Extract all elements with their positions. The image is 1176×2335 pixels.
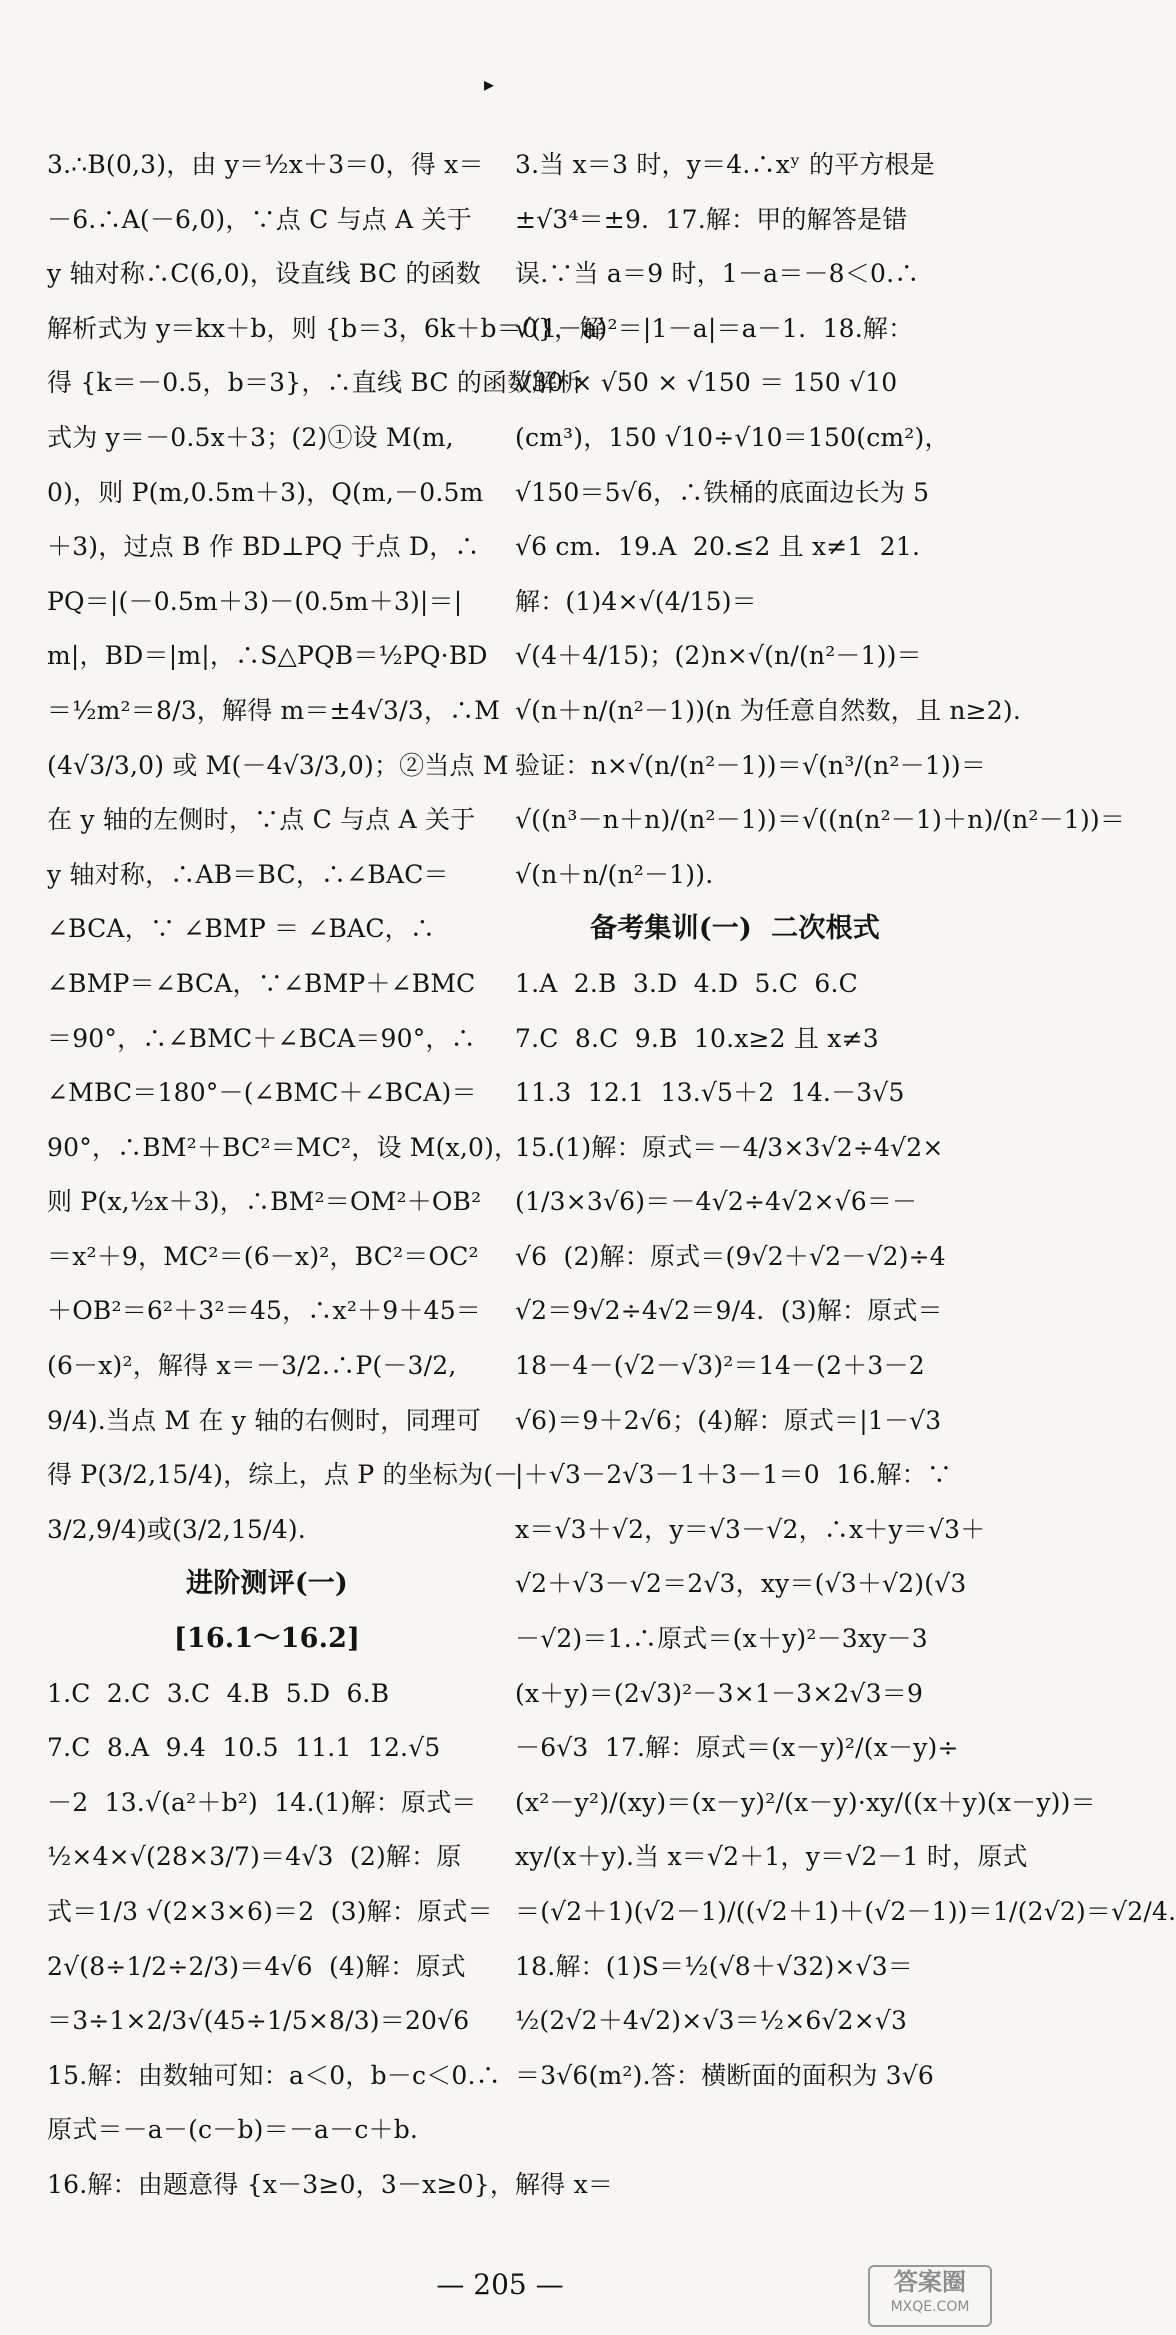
text-line: (4√3/3,0) 或 M(－4√3/3,0)；②当点 M bbox=[47, 750, 509, 780]
text-line: 1.C 2.C 3.C 4.B 5.D 6.B bbox=[47, 1678, 390, 1708]
text-line: |＋√3－2√3－1＋3－1＝0 16.解：∵ bbox=[515, 1460, 953, 1490]
text-line: 误.∵当 a＝9 时，1－a＝－8＜0.∴ bbox=[515, 259, 920, 289]
text-line: ＝(√2＋1)(√2－1)/((√2＋1)＋(√2－1))＝1/(2√2)＝√2/4. bbox=[515, 1897, 1176, 1926]
text-line: (1/3×3√6)＝－4√2÷4√2×√6＝－ bbox=[515, 1187, 918, 1217]
text-line: ＋OB²＝6²＋3²＝45，∴x²＋9＋45＝ bbox=[47, 1296, 481, 1326]
text-line: √6)＝9＋2√6；(4)解：原式＝|1－√3 bbox=[515, 1405, 942, 1435]
section-heading: 进阶测评(一) bbox=[186, 1568, 348, 1600]
text-line: 验证：n×√(n/(n²－1))＝√(n³/(n²－1))＝ bbox=[515, 750, 987, 780]
text-line: ½(2√2＋4√2)×√3＝½×6√2×√3 bbox=[515, 2006, 908, 2036]
text-line: PQ＝|(－0.5m＋3)－(0.5m＋3)|＝| bbox=[47, 586, 463, 616]
text-line: √(1－a)²＝|1－a|＝a－1. 18.解： bbox=[515, 313, 914, 343]
text-line: √150＝5√6，∴铁桶的底面边长为 5 bbox=[515, 477, 930, 507]
text-line: ＝3√6(m²).答：横断面的面积为 3√6 bbox=[515, 2060, 935, 2090]
text-line: √2＝9√2÷4√2＝9/4. (3)解：原式＝ bbox=[515, 1296, 943, 1326]
text-line: 解：(1)4×√(4/15)＝ bbox=[515, 586, 757, 616]
text-line: √30 × √50 × √150 ＝ 150 √10 bbox=[515, 368, 898, 398]
text-line: 7.C 8.A 9.4 10.5 11.1 12.√5 bbox=[47, 1733, 441, 1763]
text-line: －6√3 17.解：原式＝(x－y)²/(x－y)÷ bbox=[515, 1733, 959, 1763]
text-line: ＝½m²＝8/3，解得 m＝±4√3/3，∴M bbox=[47, 695, 501, 725]
text-line: y 轴对称，∴AB＝BC，∴∠BAC＝ bbox=[47, 859, 449, 889]
text-line: 则 P(x,½x＋3)，∴BM²＝OM²＋OB² bbox=[47, 1187, 482, 1217]
text-line: √2＋√3－√2＝2√3，xy＝(√3＋√2)(√3 bbox=[515, 1569, 967, 1599]
section-heading: 备考集训(一) 二次根式 bbox=[590, 913, 880, 945]
text-line: (cm³)，150 √10÷√10＝150(cm²)， bbox=[515, 422, 950, 452]
text-line: 解析式为 y＝kx＋b，则 {b＝3，6k＋b＝0}，解 bbox=[47, 313, 605, 343]
scan-mark: ▸ bbox=[484, 72, 495, 96]
watermark-logo bbox=[868, 2265, 992, 2327]
text-line: 3/2,9/4)或(3/2,15/4). bbox=[47, 1514, 306, 1544]
text-line: ±√3⁴＝±9. 17.解：甲的解答是错 bbox=[515, 204, 908, 234]
watermark-text: 答案圈 bbox=[894, 2268, 966, 2296]
text-line: 得 {k＝－0.5，b＝3}，∴直线 BC 的函数解析 bbox=[47, 368, 583, 398]
text-line: ½×4×√(28×3/7)＝4√3 (2)解：原 bbox=[47, 1842, 462, 1872]
text-line: 7.C 8.C 9.B 10.x≥2 且 x≠3 bbox=[515, 1023, 879, 1053]
text-line: √6 cm. 19.A 20.≤2 且 x≠1 21. bbox=[515, 532, 921, 562]
text-line: √(n＋n/(n²－1))(n 为任意自然数，且 n≥2). bbox=[515, 695, 1022, 725]
text-line: 得 P(3/2,15/4)，综上，点 P 的坐标为(－ bbox=[47, 1460, 519, 1490]
right-column bbox=[515, 138, 1176, 2103]
text-line: ∠BCA，∵ ∠BMP ＝ ∠BAC，∴ bbox=[47, 914, 436, 944]
text-line: ＝3÷1×2/3√(45÷1/5×8/3)＝20√6 bbox=[47, 2006, 470, 2036]
text-line: m|，BD＝|m|，∴S△PQB＝½PQ·BD bbox=[47, 641, 488, 671]
text-line: √(n＋n/(n²－1)). bbox=[515, 859, 714, 889]
text-line: 3.∴B(0,3)，由 y＝½x＋3＝0，得 x＝ bbox=[47, 150, 484, 179]
text-line: 0)，则 P(m,0.5m＋3)，Q(m,－0.5m bbox=[47, 477, 484, 507]
text-line: (x²－y²)/(xy)＝(x－y)²/(x－y)·xy/((x＋y)(x－y))＝ bbox=[515, 1787, 1096, 1817]
text-line: 18－4－(√2－√3)²＝14－(2＋3－2 bbox=[515, 1351, 925, 1381]
text-line: xy/(x＋y).当 x＝√2＋1，y＝√2－1 时，原式 bbox=[515, 1842, 1028, 1872]
text-line: 式＝1/3 √(2×3×6)＝2 (3)解：原式＝ bbox=[47, 1897, 493, 1926]
text-line: 原式＝－a－(c－b)＝－a－c＋b. bbox=[47, 2115, 419, 2145]
text-line: ＋3)，过点 B 作 BD⊥PQ 于点 D，∴ bbox=[47, 532, 480, 562]
text-line: 15.(1)解：原式＝－4/3×3√2÷4√2× bbox=[515, 1132, 944, 1162]
text-line: 90°，∴BM²＋BC²＝MC²，设 M(x,0)， bbox=[47, 1132, 520, 1162]
text-line: 2√(8÷1/2÷2/3)＝4√6 (4)解：原式 bbox=[47, 1951, 466, 1981]
text-line: －√2)＝1.∴原式＝(x＋y)²－3xy－3 bbox=[515, 1624, 928, 1654]
text-line: －2 13.√(a²＋b²) 14.(1)解：原式＝ bbox=[47, 1787, 477, 1817]
text-line: 15.解：由数轴可知：a＜0，b－c＜0.∴ bbox=[47, 2060, 501, 2090]
text-line: ∠BMP＝∠BCA，∵∠BMP＋∠BMC bbox=[47, 968, 476, 998]
text-line: ＝x²＋9，MC²＝(6－x)²，BC²＝OC² bbox=[47, 1241, 479, 1271]
text-line: －6.∴A(－6,0)，∵点 C 与点 A 关于 bbox=[47, 204, 472, 234]
section-subheading: [16.1～16.2] bbox=[173, 1623, 361, 1655]
text-line: √6 (2)解：原式＝(9√2＋√2－√2)÷4 bbox=[515, 1241, 946, 1271]
watermark-url: MXQE.COM bbox=[890, 2299, 970, 2315]
text-line: (x＋y)＝(2√3)²－3×1－3×2√3＝9 bbox=[515, 1678, 924, 1708]
text-line: x＝√3＋√2，y＝√3－√2，∴x＋y＝√3＋ bbox=[515, 1514, 986, 1544]
text-line: 式为 y＝－0.5x＋3；(2)①设 M(m, bbox=[47, 422, 454, 452]
text-line: 9/4).当点 M 在 y 轴的右侧时，同理可 bbox=[47, 1405, 482, 1435]
text-line: √(4＋4/15)；(2)n×√(n/(n²－1))＝ bbox=[515, 641, 922, 671]
text-line: 1.A 2.B 3.D 4.D 5.C 6.C bbox=[515, 968, 858, 998]
text-line: y 轴对称∴C(6,0)，设直线 BC 的函数 bbox=[47, 259, 481, 289]
text-line: 18.解：(1)S＝½(√8＋√32)×√3＝ bbox=[515, 1951, 913, 1981]
text-line: ∠MBC＝180°－(∠BMC＋∠BCA)＝ bbox=[47, 1078, 477, 1108]
text-line: 11.3 12.1 13.√5＋2 14.－3√5 bbox=[515, 1078, 905, 1108]
text-line: 16.解：由题意得 {x－3≥0，3－x≥0}，解得 x＝ bbox=[47, 2169, 614, 2199]
text-line: ＝90°，∴∠BMC＋∠BCA＝90°，∴ bbox=[47, 1023, 476, 1053]
left-column bbox=[47, 138, 614, 2213]
page-number: — 205 — bbox=[436, 2268, 564, 2301]
text-line: √((n³－n＋n)/(n²－1))＝√((n(n²－1)＋n)/(n²－1))＝ bbox=[515, 805, 1126, 835]
text-line: 在 y 轴的左侧时，∵点 C 与点 A 关于 bbox=[47, 805, 476, 835]
text-line: 3.当 x＝3 时，y＝4.∴xʸ 的平方根是 bbox=[515, 150, 935, 179]
text-line: (6－x)²，解得 x＝－3/2.∴P(－3/2, bbox=[47, 1351, 457, 1381]
